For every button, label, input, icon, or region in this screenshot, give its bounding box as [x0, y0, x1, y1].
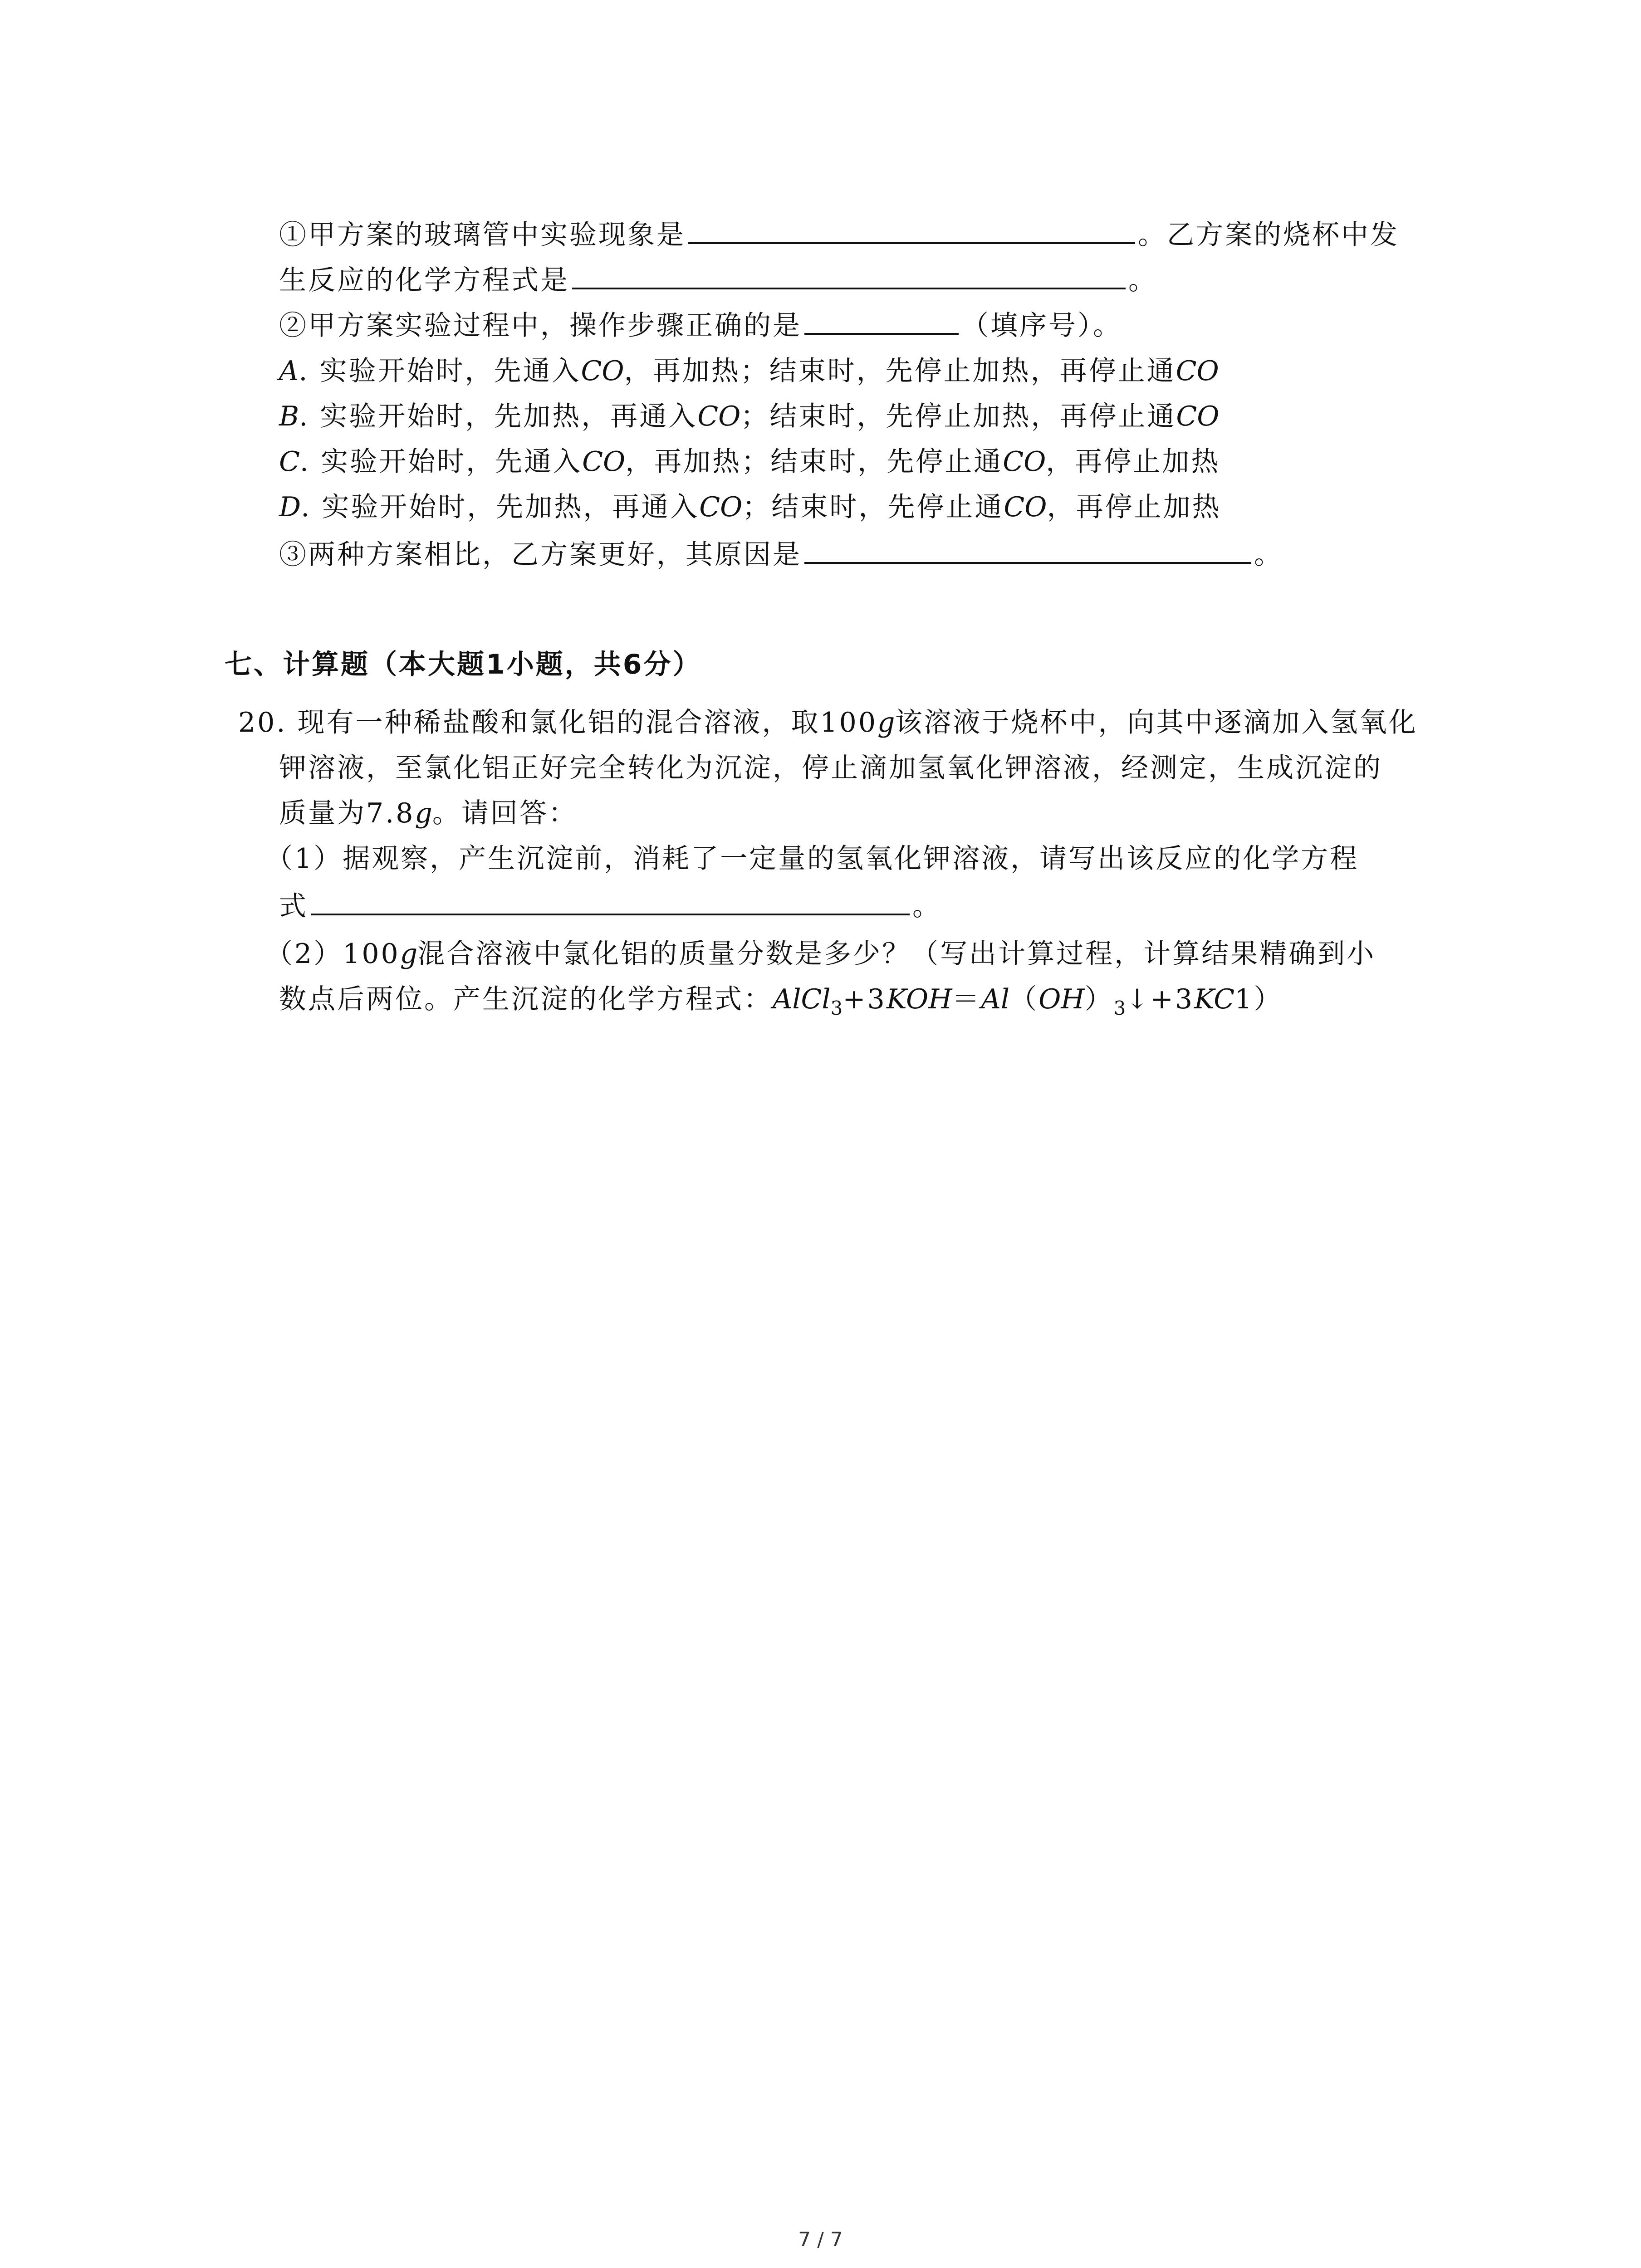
question-number: 20.	[238, 707, 287, 738]
answer-blank-equation[interactable]	[572, 260, 1126, 289]
question-text: （填序号）。	[961, 310, 1122, 342]
question-2-line	[279, 305, 1122, 346]
question-1-line-1	[279, 215, 1399, 255]
option-b: B. 实验开始时，先加热，再通入CO；结束时，先停止加热，再停止通CO	[279, 401, 1220, 432]
question-text: 。	[1254, 539, 1283, 571]
question-20-line-2: 钾溶液，至氯化铝正好完全转化为沉淀，停止滴加氢氧化钾溶液，经测定，生成沉淀的	[279, 752, 1382, 784]
question-text: 。乙方案的烧杯中发	[1138, 219, 1399, 251]
page-number: 7 / 7	[798, 2228, 843, 2251]
answer-blank-option[interactable]	[804, 306, 959, 335]
question-3-line	[279, 534, 1283, 575]
sub-question-2-line-2: 数点后两位。产生沉淀的化学方程式：$AlCl_3+3KOH=Al(OH)_3↓+3KC1$）	[279, 983, 1283, 1019]
question-20-line-3: 质量为7.8g。请回答：	[279, 797, 578, 829]
option-label: D	[279, 491, 301, 523]
question-text: ②甲方案实验过程中，操作步骤正确的是	[279, 310, 802, 342]
answer-blank-phenomenon[interactable]	[688, 215, 1135, 244]
option-c: C. 实验开始时，先通入CO，再加热；结束时，先停止通CO，再停止加热	[279, 446, 1220, 478]
formula-co: CO	[582, 446, 626, 478]
question-text: ①甲方案的玻璃管中实验现象是	[279, 219, 686, 251]
question-20-line-1: 20. 现有一种稀盐酸和氯化铝的混合溶液，取100g该溶液于烧杯中，向其中逐滴加入氢氧化	[238, 707, 1418, 738]
question-text: ③两种方案相比，乙方案更好，其原因是	[279, 539, 802, 571]
sub-question-1-line-1: （1）据观察，产生沉淀前，消耗了一定量的氢氧化钾溶液，请写出该反应的化学方程	[265, 843, 1359, 875]
sub-question-1-line-2: 式 。	[279, 886, 941, 927]
option-label: C	[279, 446, 300, 478]
question-text: 。	[1128, 264, 1157, 296]
option-label: A	[279, 355, 299, 387]
formula-co: CO	[1003, 446, 1046, 478]
question-text: 生反应的化学方程式是	[279, 264, 569, 296]
chemical-equation: $AlCl_3+3KOH=Al(OH)_3↓+3KC1$）	[773, 983, 1283, 1019]
formula-co: CO	[697, 401, 741, 432]
formula-co: CO	[1004, 491, 1047, 523]
sub-question-2-line-1: （2）100g混合溶液中氯化铝的质量分数是多少？（写出计算过程，计算结果精确到小	[265, 938, 1376, 970]
formula-co: CO	[581, 355, 624, 387]
formula-co: CO	[1176, 401, 1220, 432]
question-1-line-2	[279, 260, 1157, 301]
section-title: 七、计算题（本大题1小题，共6分）	[225, 649, 702, 680]
option-label: B	[279, 401, 299, 432]
formula-co: CO	[1176, 355, 1219, 387]
answer-blank-reason[interactable]	[804, 535, 1251, 564]
option-a: A. 实验开始时，先通入CO，再加热；结束时，先停止加热，再停止通CO	[279, 355, 1219, 387]
option-d: D. 实验开始时，先加热，再通入CO；结束时，先停止通CO，再停止加热	[279, 491, 1221, 523]
formula-co: CO	[699, 491, 743, 523]
answer-blank-koh-equation[interactable]	[311, 886, 910, 915]
